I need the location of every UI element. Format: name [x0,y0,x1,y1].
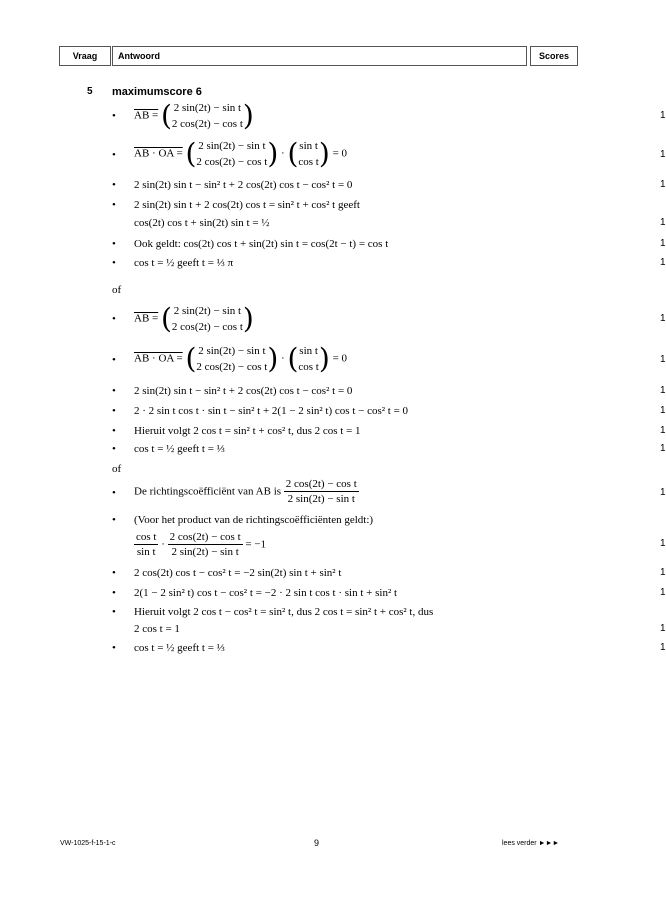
step-text: 2 cos(2t) cos t − cos² t = −2 sin(2t) sin t + sin² t [134,567,342,579]
bullet: • [112,110,116,122]
answer-line [112,342,666,379]
bullet: • [112,354,116,366]
score: 1 [660,405,666,416]
question-number: 5 [87,86,93,97]
score: 1 [660,642,666,653]
step-text: 2 · 2 sin t cos t · sin t − sin² t + 2(1 − 2 sin² t) cos t − cos² t = 0 [134,405,409,417]
step-text: 2(1 − 2 sin² t) cos t − cos² t = −2 · 2 sin t cos t · sin t + sin² t [134,587,398,599]
score: 1 [660,538,666,549]
step-text: 2 sin(2t) sin t − sin² t + 2 cos(2t) cos t − cos² t = 0 [134,385,353,397]
score: 1 [660,567,666,578]
step-text: 2 cos t = 1 [134,623,180,635]
score: 1 [660,313,666,324]
step-text: cos t = ½ geeft t = ⅓ π [134,257,234,269]
bullet: • [112,642,116,654]
answer-line [112,99,666,134]
next-page-link[interactable]: lees verder ►►► [502,840,560,847]
answer-line [112,238,666,252]
bullet: • [112,179,116,191]
header-vraag: Vraag [59,46,111,66]
bullet: • [112,606,116,618]
answer-line [112,587,666,601]
score: 1 [660,110,666,121]
bullet: • [112,257,116,269]
step-text: Ook geldt: cos(2t) cos t + sin(2t) sin t = cos(2t − t) = cos t [134,238,389,250]
answer-line [112,606,560,620]
or-label: of [112,463,122,475]
rc-statement: De richtingscoëfficiënt van AB is $\frac{\text{2 cos(2t) − cos t}}{\text{2 sin(2t) − sin t}}$ [134,478,357,505]
step-text: 2 sin(2t) sin t + 2 cos(2t) cos t = sin² t + cos² t geeft [134,199,360,211]
score: 1 [660,443,666,454]
vector-ab: AB = ( 2 sin(2t) − sin t 2 cos(2t) − cos t ) [134,99,254,132]
answer-line [112,623,666,637]
page-number: 9 [314,838,320,848]
answer-line [112,530,666,562]
or-label: of [112,284,122,296]
bullet: • [112,199,116,211]
product-equation: $\frac{\text{cos t}}{\text{sin t}}$ · $\frac{\text{2 cos(2t) − cos t}}{\text{2 sin(2t) − sin t}}$ = −1 [136,531,267,558]
score: 1 [660,257,666,268]
answer-line [112,137,666,174]
answer-line [112,385,666,399]
score: 1 [660,587,666,598]
step-text: 2 sin(2t) sin t − sin² t + 2 cos(2t) cos t − cos² t = 0 [134,179,353,191]
answer-line [112,443,666,457]
answer-line [112,217,666,231]
answer-line [112,302,666,337]
answer-line [112,477,666,509]
bullet: • [112,487,116,499]
score: 1 [660,623,666,634]
score: 1 [660,354,666,365]
answer-line [112,425,666,439]
answer-line [112,199,560,213]
score: 1 [660,149,666,160]
score: 1 [660,385,666,396]
vector-ab: AB = ( 2 sin(2t) − sin t 2 cos(2t) − cos t ) [134,302,254,335]
bullet: • [112,385,116,397]
answer-line [112,514,560,528]
step-text: cos t = ½ geeft t = ⅓ [134,443,225,455]
bullet: • [112,405,116,417]
answer-line [112,257,666,271]
answer-line [112,642,666,656]
score: 1 [660,217,666,228]
step-text: (Voor het product van de richtingscoëfficiënten geldt:) [134,514,374,526]
question-title: maximumscore 6 [112,86,202,98]
bullet: • [112,587,116,599]
score: 1 [660,425,666,436]
score: 1 [660,179,666,190]
bullet: • [112,425,116,437]
dot-product: AB · OA = ( 2 sin(2t) − sin t 2 cos(2t) − cos t ) · ( sin t cos t ) = 0 [134,342,348,375]
answer-line [112,405,666,419]
bullet: • [112,313,116,325]
bullet: • [112,443,116,455]
header-antwoord: Antwoord [112,46,527,66]
dot-product: AB · OA = ( 2 sin(2t) − sin t 2 cos(2t) − cos t ) · ( sin t cos t ) = 0 [134,137,348,170]
footer-code: VW-1025-f-15-1-c [60,840,116,847]
header-scores: Scores [530,46,578,66]
step-text: cos t = ½ geeft t = ⅓ [134,642,225,654]
score: 1 [660,238,666,249]
step-text: cos(2t) cos t + sin(2t) sin t = ½ [134,217,270,229]
bullet: • [112,567,116,579]
answer-line [112,179,666,193]
bullet: • [112,238,116,250]
step-text: Hieruit volgt 2 cos t − cos² t = sin² t, dus 2 cos t = sin² t + cos² t, dus [134,606,434,618]
bullet: • [112,514,116,526]
bullet: • [112,149,116,161]
score: 1 [660,487,666,498]
answer-line [112,567,666,581]
step-text: Hieruit volgt 2 cos t = sin² t + cos² t, dus 2 cos t = 1 [134,425,361,437]
